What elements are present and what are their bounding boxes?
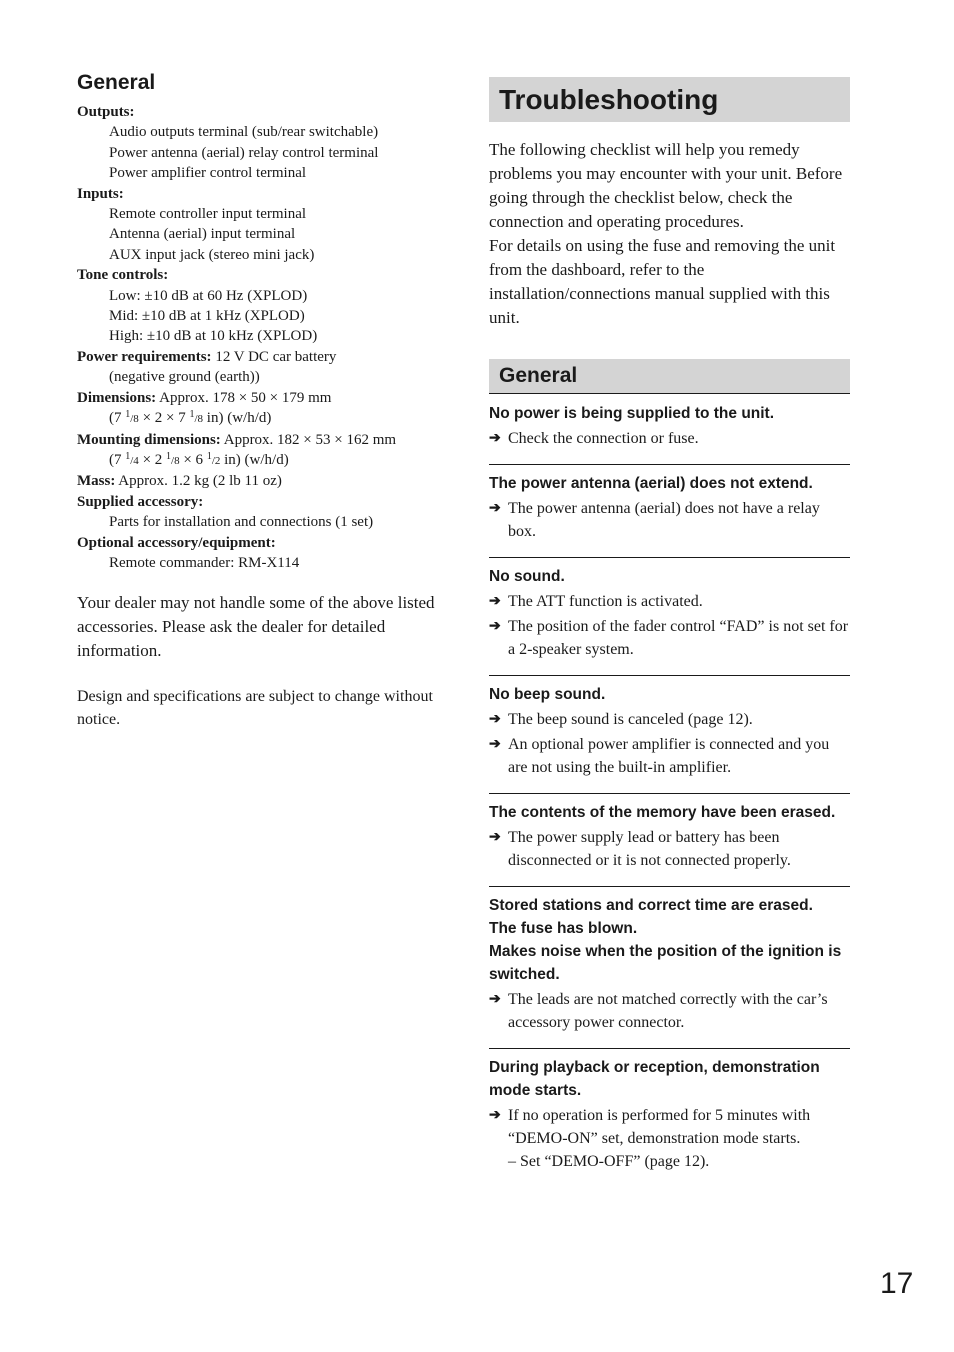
issue-answer [489, 708, 850, 731]
issue-answer [489, 427, 850, 450]
mass-label: Mass: [77, 473, 116, 490]
mount-text: × 6 [179, 451, 207, 468]
issue-question-line: Makes noise when the position of the ignition is switched. [489, 943, 842, 983]
answer-text: If no operation is performed for 5 minutes with “DEMO-ON” set, demonstration mode starts. [508, 1107, 811, 1147]
tone-item: Low: ±10 dB at 60 Hz (XPLOD) [109, 287, 308, 304]
inputs-label: Inputs: [77, 185, 124, 202]
mounting-label: Mounting dimensions: [77, 431, 221, 448]
answer-text: Check the connection or fuse. [508, 430, 699, 447]
dimensions-row [77, 388, 447, 408]
arrow-icon: ➔ [489, 594, 501, 609]
outputs-item: Audio outputs terminal (sub/rear switchable) [109, 124, 379, 141]
issue-answer [489, 590, 850, 613]
issue-item [489, 675, 850, 793]
issue-question: During playback or reception, demonstration mode starts. [489, 1059, 820, 1099]
mounting-row [77, 430, 447, 450]
inputs-item: Antenna (aerial) input terminal [109, 226, 296, 243]
issue-answer [489, 1104, 850, 1150]
dealer-note: Your dealer may not handle some of the above listed accessories. Please ask the dealer for detailed information. [77, 593, 435, 661]
issue-item [489, 793, 850, 886]
issue-question: No power is being supplied to the unit. [489, 405, 775, 422]
answer-text: The ATT function is activated. [508, 593, 703, 610]
arrow-icon: ➔ [489, 830, 501, 845]
mass-value: Approx. 1.2 kg (2 lb 11 oz) [118, 473, 282, 490]
design-note: Design and specifications are subject to change without notice. [77, 688, 433, 729]
general-section-heading: General [489, 359, 850, 394]
issue-question: No beep sound. [489, 686, 606, 703]
answer-text: An optional power amplifier is connected and you are not using the built-in amplifier. [508, 736, 830, 776]
dim-numerator: 1 [125, 409, 131, 421]
intro-paragraph: For details on using the fuse and removing the unit from the dashboard, refer to the installation/connections manual supplied with this unit. [489, 236, 836, 327]
issue-answer [489, 615, 850, 661]
dimensions-inch [77, 408, 447, 429]
troubleshooting-heading: Troubleshooting [489, 77, 850, 122]
dim-denominator: /8 [130, 413, 139, 426]
arrow-icon: ➔ [489, 712, 501, 727]
issue-question: The power antenna (aerial) does not extend. [489, 475, 813, 492]
dimensions-value: Approx. 178 × 50 × 179 mm [159, 389, 332, 406]
mount-denominator: /8 [171, 454, 180, 467]
specs-general-heading: General [77, 71, 156, 94]
issue-answer [489, 826, 850, 872]
issue-item [489, 1048, 850, 1187]
page-number: 17 [880, 1267, 914, 1300]
issue-item [489, 886, 850, 1048]
issue-subanswer: – Set “DEMO-OFF” (page 12). [508, 1153, 710, 1170]
dim-text: × 2 × 7 [138, 410, 190, 427]
issue-answer [489, 497, 850, 543]
mount-denominator: /4 [130, 454, 139, 467]
outputs-item: Power antenna (aerial) relay control terminal [109, 144, 379, 161]
mounting-value: Approx. 182 × 53 × 162 mm [223, 431, 397, 448]
issue-question-line: Stored stations and correct time are erased. [489, 897, 813, 914]
arrow-icon: ➔ [489, 431, 501, 446]
issue-item [489, 464, 850, 557]
intro-paragraph: The following checklist will help you remedy problems you may encounter with your unit. Before going through the checklist below, check the connection and operating procedures. [489, 140, 843, 231]
dim-numerator: 1 [189, 409, 195, 421]
arrow-icon: ➔ [489, 1108, 501, 1123]
power-value: 12 V DC car battery [215, 348, 337, 365]
issue-question-line: The fuse has blown. [489, 920, 638, 937]
mounting-inch [77, 450, 447, 471]
mount-text: in) (w/h/d) [220, 451, 289, 468]
arrow-icon: ➔ [489, 619, 501, 634]
troubleshooting-column [489, 77, 850, 1187]
optional-label: Optional accessory/equipment: [77, 534, 276, 551]
intro-text [489, 138, 850, 330]
issue-answer [489, 988, 850, 1034]
issue-item [489, 394, 850, 464]
supplied-value: Parts for installation and connections (1 set) [109, 514, 374, 531]
specifications-column [77, 70, 447, 747]
dim-text: in) (w/h/d) [203, 410, 272, 427]
mount-text: × 2 [138, 451, 167, 468]
inputs-item: Remote controller input terminal [109, 206, 307, 223]
issue-question: The contents of the memory have been erased. [489, 804, 836, 821]
mount-text: (7 [109, 451, 126, 468]
mount-denominator: /2 [211, 454, 221, 467]
tone-item: Mid: ±10 dB at 1 kHz (XPLOD) [109, 308, 305, 325]
issue-list [489, 394, 850, 1187]
arrow-icon: ➔ [489, 501, 501, 516]
mount-numerator: 1 [166, 450, 172, 462]
dim-denominator: /8 [194, 413, 204, 426]
tone-label: Tone controls: [77, 267, 169, 284]
power-row [77, 347, 447, 367]
arrow-icon: ➔ [489, 737, 501, 752]
spec-list [77, 102, 447, 573]
arrow-icon: ➔ [489, 992, 501, 1007]
tone-item: High: ±10 dB at 10 kHz (XPLOD) [109, 328, 318, 345]
mass-row [77, 471, 447, 491]
issue-question: No sound. [489, 568, 565, 585]
mount-numerator: 1 [125, 450, 131, 462]
answer-text: The leads are not matched correctly with the car’s accessory power connector. [508, 991, 828, 1031]
issue-item [489, 557, 850, 675]
supplied-label: Supplied accessory: [77, 493, 204, 510]
power-label: Power requirements: [77, 348, 212, 365]
answer-text: The power supply lead or battery has been disconnected or it is not connected properly. [508, 829, 791, 869]
issue-question [489, 894, 850, 986]
issue-answer [489, 733, 850, 779]
inputs-item: AUX input jack (stereo mini jack) [109, 246, 315, 263]
outputs-item: Power amplifier control terminal [109, 165, 307, 182]
answer-text: The position of the fader control “FAD” is not set for a 2-speaker system. [508, 618, 849, 658]
dimensions-label: Dimensions: [77, 389, 157, 406]
optional-value: Remote commander: RM-X114 [109, 554, 300, 571]
dim-text: (7 [109, 410, 126, 427]
answer-text: The power antenna (aerial) does not have a relay box. [508, 500, 820, 540]
power-value-cont: (negative ground (earth)) [109, 369, 260, 386]
outputs-label: Outputs: [77, 104, 135, 120]
answer-text: The beep sound is canceled (page 12). [508, 711, 753, 728]
mount-numerator: 1 [206, 450, 212, 462]
